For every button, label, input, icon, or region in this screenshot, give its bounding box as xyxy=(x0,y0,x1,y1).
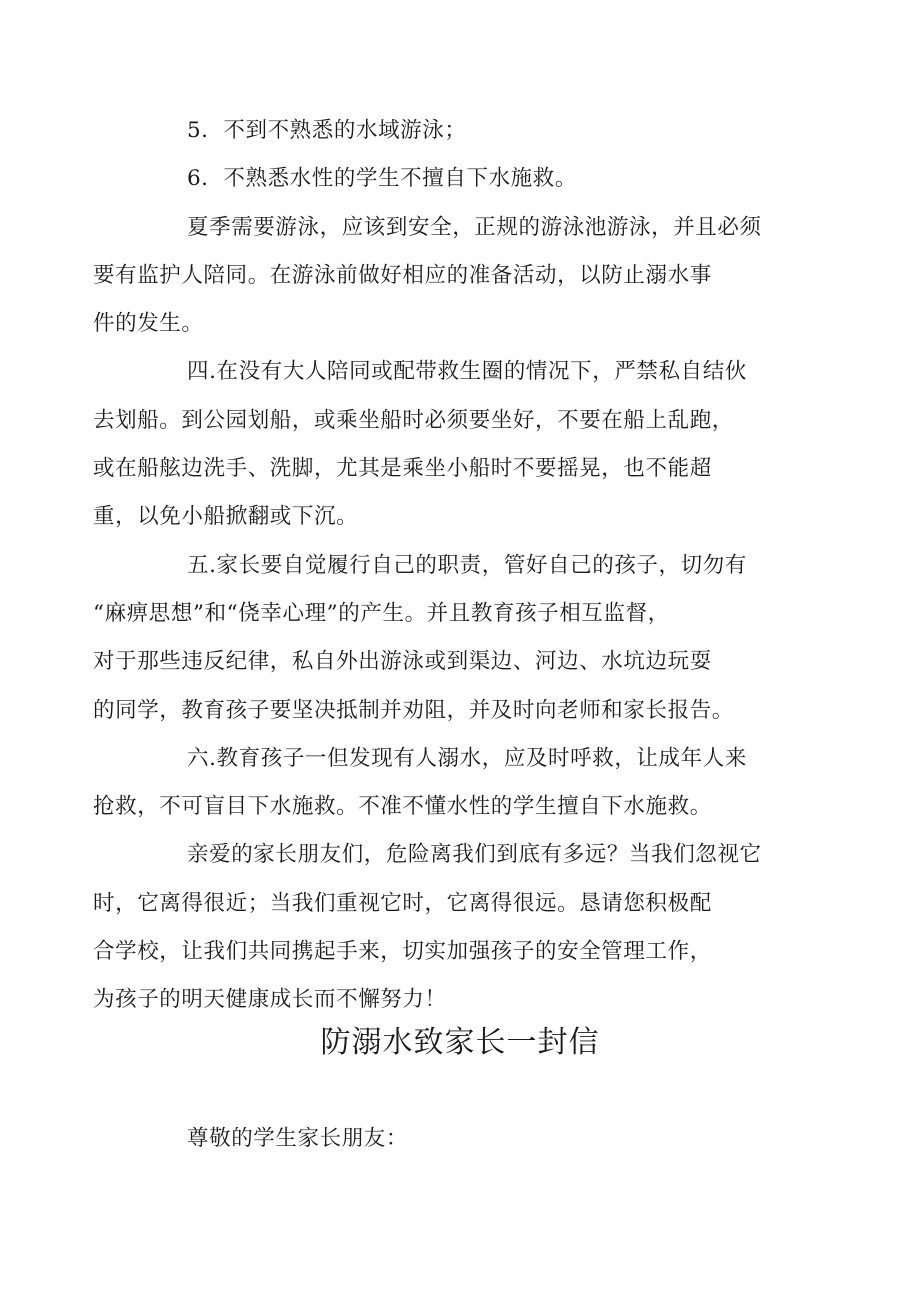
text-line: 6．不熟悉水性的学生不擅自下水施救。 xyxy=(187,166,577,192)
text-line: “麻痹思想”和“侥幸心理”的产生。并且教育孩子相互监督， xyxy=(93,600,670,626)
salutation: 尊敬的学生家长朋友： xyxy=(187,1126,409,1151)
text-line: 四.在没有大人陪同或配带救生圈的情况下，严禁私自结伙 xyxy=(187,359,747,385)
text-line: 合学校，让我们共同携起手来，切实加强孩子的安全管理工作， xyxy=(93,939,712,965)
text-line: 夏季需要游泳，应该到安全，正规的游泳池游泳，并且必须 xyxy=(187,214,762,240)
paragraph-summer-swimming xyxy=(93,204,800,349)
paragraph-closing xyxy=(93,831,800,1024)
text-line: 对于那些违反纪律，私自外出游泳或到渠边、河边、水坑边玩耍 xyxy=(93,649,712,675)
paragraph-section-5 xyxy=(93,542,800,735)
paragraph-section-6 xyxy=(93,735,800,832)
text-line: 五.家长要自觉履行自己的职责，管好自己的孩子，切勿有 xyxy=(187,552,747,578)
text-line: 件的发生。 xyxy=(93,311,204,337)
text-line: 或在船舷边洗手、洗脚，尤其是乘坐小船时不要摇晃，也不能超 xyxy=(93,456,712,482)
paragraph-item-6 xyxy=(140,155,800,203)
text-line: 去划船。到公园划船，或乘坐船时必须要坐好，不要在船上乱跑， xyxy=(93,407,734,433)
text-line: 要有监护人陪同。在游泳前做好相应的准备活动，以防止溺水事 xyxy=(93,262,712,288)
text-line: 重，以免小船掀翻或下沉。 xyxy=(93,504,359,530)
text-line: 亲爱的家长朋友们，危险离我们到底有多远？当我们忽视它 xyxy=(187,842,762,868)
text-line: 六.教育孩子一但发现有人溺水，应及时呼救，让成年人来 xyxy=(187,745,747,771)
text-line: 抢救，不可盲目下水施救。不准不懂水性的学生擅自下水施救。 xyxy=(93,794,712,820)
text-line: 时，它离得很近；当我们重视它时，它离得很远。恳请您积极配 xyxy=(93,890,712,916)
document-title: 防溺水致家长一封信 xyxy=(320,1025,600,1060)
paragraph-section-4 xyxy=(93,348,800,541)
document-body xyxy=(93,107,800,1025)
text-line: 5．不到不熟悉的水域游泳； xyxy=(187,118,467,143)
paragraph-item-5 xyxy=(140,107,800,155)
text-line: 的同学，教育孩子要坚决抵制并劝阻，并及时向老师和家长报告。 xyxy=(93,697,734,723)
text-line: 为孩子的明天健康成长而不懈努力！ xyxy=(93,987,447,1013)
